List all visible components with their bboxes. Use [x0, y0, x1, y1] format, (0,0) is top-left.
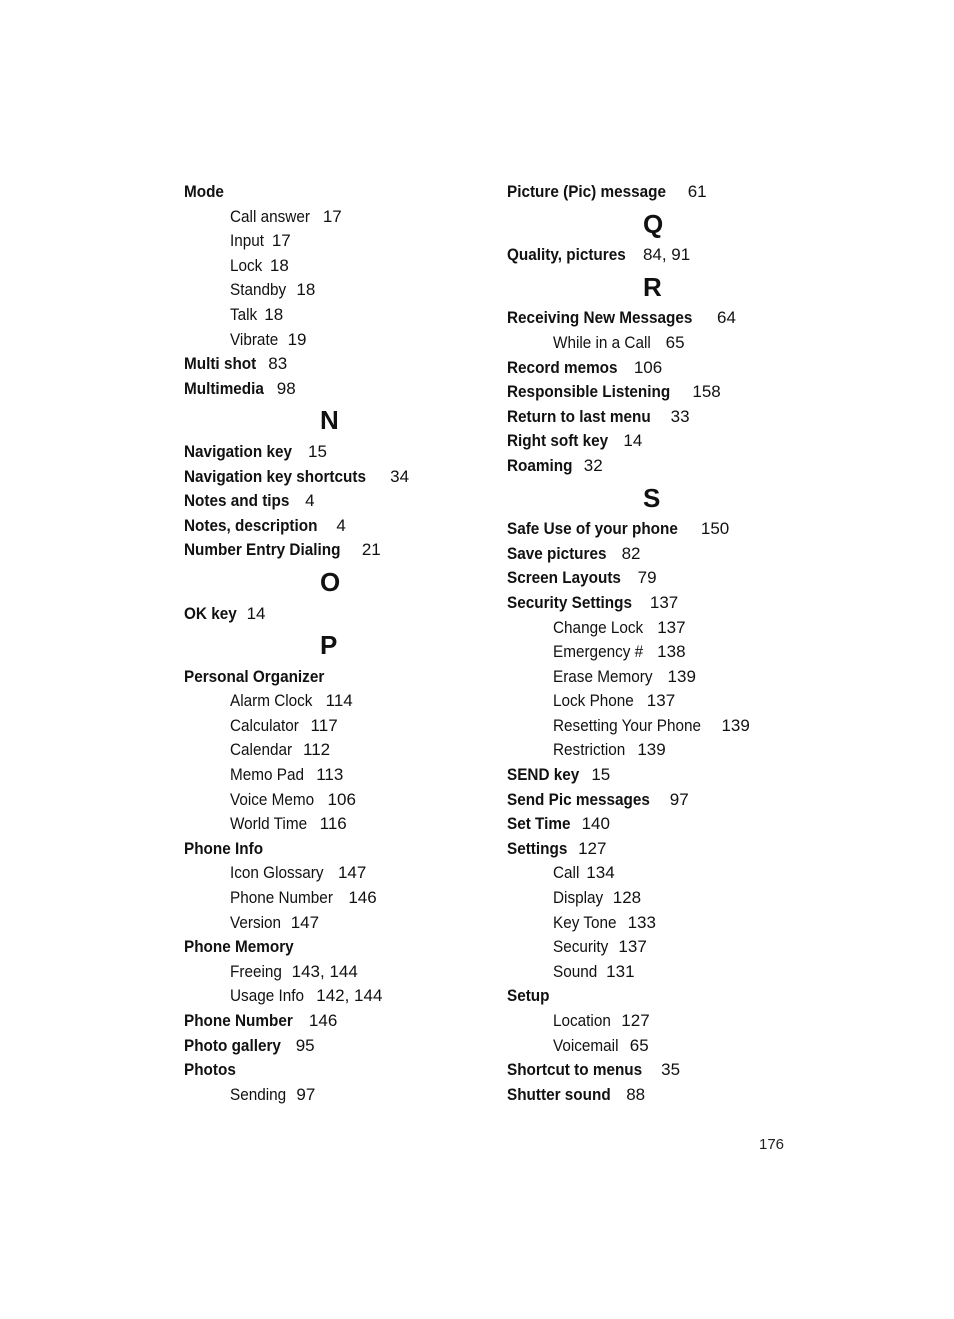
index-subentry	[507, 689, 807, 714]
index-entry	[184, 465, 484, 490]
index-page-ref: 97	[669, 789, 689, 809]
index-term: Memo Pad	[230, 765, 304, 785]
index-term: Phone Memory	[184, 937, 294, 957]
index-page-ref: 65	[665, 332, 685, 352]
index-page-ref: 117	[310, 715, 338, 735]
index-page-ref: 18	[264, 304, 284, 324]
index-page-ref: 106	[327, 789, 356, 809]
index-term: Voice Memo	[230, 789, 315, 809]
index-page-ref: 150	[700, 519, 730, 539]
index-subentry	[507, 665, 807, 690]
index-term: Voicemail	[553, 1035, 619, 1055]
index-entry	[184, 1058, 484, 1083]
index-page-ref: 84, 91	[642, 245, 691, 265]
index-subentry	[184, 714, 484, 739]
index-page-ref: 127	[578, 838, 607, 858]
index-page-ref: 64	[716, 308, 736, 328]
index-page-ref: 137	[646, 691, 676, 711]
index-term: Responsible Listening	[507, 382, 671, 402]
index-term: Navigation key	[184, 441, 292, 461]
index-section-letter: N	[320, 405, 339, 436]
index-subentry	[184, 1083, 484, 1108]
index-term: Send Pic messages	[507, 789, 650, 809]
index-term: Input	[230, 231, 265, 251]
index-term: Photo gallery	[184, 1035, 281, 1055]
index-section-letter: Q	[643, 208, 664, 239]
index-page-ref: 158	[692, 382, 721, 402]
index-subentry	[184, 960, 484, 985]
index-entry	[507, 454, 807, 479]
index-term: Freeing	[230, 961, 282, 981]
index-page-ref: 131	[606, 961, 635, 981]
index-page-ref: 146	[348, 888, 377, 908]
index-term: Notes and tips	[184, 491, 290, 511]
index-term: Security	[553, 937, 609, 957]
index-subentry	[507, 616, 807, 641]
page-number: 176	[759, 1136, 785, 1153]
index-page-ref: 88	[626, 1084, 646, 1104]
index-term: Record memos	[507, 357, 618, 377]
index-page-ref: 33	[670, 406, 690, 426]
index-subentry	[507, 738, 807, 763]
index-subentry	[507, 911, 807, 936]
index-term: Talk	[230, 304, 258, 324]
index-subentry	[507, 1034, 807, 1059]
index-term: Calculator	[230, 715, 299, 735]
index-entry	[184, 514, 484, 539]
index-section-letter: P	[320, 630, 338, 661]
index-page-ref: 142, 144	[316, 986, 383, 1006]
index-entry	[184, 538, 484, 563]
index-page-ref: 116	[319, 814, 347, 834]
index-page-ref: 137	[649, 592, 679, 612]
index-term: Vibrate	[230, 329, 279, 349]
index-term: Resetting Your Phone	[553, 715, 702, 735]
index-page-ref: 95	[295, 1035, 315, 1055]
index-entry	[184, 665, 484, 690]
index-page-ref: 143, 144	[291, 961, 358, 981]
index-term: Mode	[184, 182, 224, 201]
index-page-ref: 98	[276, 378, 296, 398]
index-subentry	[184, 205, 484, 230]
index-page-ref: 128	[612, 888, 642, 908]
index-term: Notes, description	[184, 515, 318, 535]
index-term: Receiving New Messages	[507, 308, 693, 328]
index-subentry	[184, 254, 484, 279]
index-entry	[507, 180, 807, 205]
index-page-ref: 17	[271, 231, 291, 251]
index-page-ref: 137	[618, 937, 647, 957]
index-entry	[507, 763, 807, 788]
index-page-ref: 114	[325, 691, 353, 711]
index-term: Photos	[184, 1060, 236, 1080]
index-subentry	[184, 812, 484, 837]
index-page-ref: 15	[591, 765, 611, 785]
index-page-ref: 147	[290, 912, 320, 932]
index-term: Lock Phone	[553, 691, 634, 711]
index-term: OK key	[184, 603, 237, 623]
index-section-letter: S	[643, 482, 661, 513]
index-entry	[184, 180, 484, 205]
index-term: Set Time	[507, 814, 571, 834]
index-subentry	[507, 861, 807, 886]
index-term: Setup	[507, 986, 550, 1006]
index-term: Phone Info	[184, 838, 264, 858]
index-subentry	[184, 689, 484, 714]
index-entry	[507, 517, 807, 542]
index-subentry	[184, 328, 484, 353]
index-entry	[507, 1058, 807, 1083]
index-page-ref: 18	[269, 255, 289, 275]
index-page-ref: 133	[627, 912, 656, 932]
index-term: Call answer	[230, 206, 310, 226]
index-page-ref: 140	[581, 814, 610, 834]
index-term: Settings	[507, 838, 568, 858]
index-term: Personal Organizer	[184, 666, 325, 686]
index-page-ref: 34	[390, 466, 410, 486]
index-subentry	[184, 984, 484, 1009]
index-page-ref: 97	[296, 1084, 316, 1104]
index-subentry	[184, 763, 484, 788]
index-term: Lock	[230, 255, 263, 275]
index-subentry	[507, 1009, 807, 1034]
index-subentry	[507, 331, 807, 356]
index-entry	[507, 1083, 807, 1108]
index-term: Save pictures	[507, 543, 607, 563]
index-page-ref: 112	[303, 740, 331, 760]
index-term: Calendar	[230, 740, 293, 760]
index-page-ref: 137	[657, 617, 686, 637]
index-page-ref: 19	[287, 329, 307, 349]
index-term: Sound	[553, 961, 598, 981]
index-term: Restriction	[553, 740, 626, 760]
index-page-ref: 14	[246, 603, 266, 623]
index-subentry	[507, 935, 807, 960]
index-page-ref: 139	[637, 740, 666, 760]
index-term: Multimedia	[184, 378, 264, 398]
index-entry	[184, 352, 484, 377]
index-entry	[507, 429, 807, 454]
index-term: Number Entry Dialing	[184, 540, 341, 560]
index-entry	[507, 306, 807, 331]
index-term: Right soft key	[507, 431, 609, 451]
index-entry	[184, 377, 484, 402]
index-term: SEND key	[507, 765, 580, 785]
index-term: Change Lock	[553, 617, 644, 637]
index-page-ref: 15	[308, 441, 327, 461]
index-entry	[507, 591, 807, 616]
index-page-ref: 21	[361, 540, 381, 560]
index-term: Quality, pictures	[507, 245, 626, 265]
index-term: Security Settings	[507, 592, 632, 612]
index-term: Key Tone	[553, 912, 617, 932]
index-term: Call	[553, 863, 580, 883]
index-section-letter: R	[643, 271, 662, 302]
index-term: While in a Call	[553, 332, 651, 352]
index-page-ref: 79	[637, 568, 657, 588]
index-entry	[507, 788, 807, 813]
index-term: Return to last menu	[507, 406, 651, 426]
index-column-left	[184, 180, 484, 1107]
index-page-ref: 17	[322, 206, 342, 226]
index-term: Alarm Clock	[230, 691, 313, 711]
index-term: Display	[553, 888, 604, 908]
index-term: Phone Number	[230, 888, 333, 908]
index-page-ref: 106	[633, 357, 663, 377]
index-page-ref: 146	[308, 1011, 338, 1030]
index-term: Picture (Pic) message	[507, 182, 667, 201]
index-entry	[507, 984, 807, 1009]
index-page-ref: 83	[268, 354, 288, 374]
index-term: Multi shot	[184, 354, 257, 374]
index-entry	[507, 356, 807, 381]
index-page-ref: 4	[305, 491, 315, 511]
index-entry	[184, 1034, 484, 1059]
index-page-ref: 18	[296, 280, 316, 300]
index-term: Shutter sound	[507, 1084, 611, 1104]
index-entry	[184, 1009, 484, 1034]
index-entry	[507, 380, 807, 405]
index-page-ref: 14	[623, 431, 643, 451]
index-term: Usage Info	[230, 986, 305, 1006]
index-page-ref: 82	[621, 543, 641, 563]
index-term: Location	[553, 1011, 611, 1030]
index-term: Navigation key shortcuts	[184, 466, 366, 486]
index-section-letter: O	[320, 566, 341, 597]
index-term: Screen Layouts	[507, 568, 621, 588]
index-entry	[507, 243, 807, 268]
index-page-ref: 138	[657, 642, 686, 662]
index-page-ref: 61	[687, 182, 707, 201]
index-entry	[507, 837, 807, 862]
index-page-ref: 127	[621, 1011, 650, 1030]
index-page-ref: 35	[661, 1060, 681, 1080]
index-subentry	[507, 640, 807, 665]
index-term: Phone Number	[184, 1011, 293, 1030]
index-term: Icon Glossary	[230, 863, 324, 883]
index-page-ref: 139	[721, 715, 750, 735]
index-term: Sending	[230, 1084, 287, 1104]
index-page-ref: 65	[629, 1035, 649, 1055]
index-entry	[507, 542, 807, 567]
index-entry	[184, 489, 484, 514]
index-subentry	[507, 960, 807, 985]
index-entry	[184, 935, 484, 960]
index-page-ref: 134	[586, 863, 615, 883]
index-term: Version	[230, 912, 282, 932]
index-page-ref: 139	[667, 666, 696, 686]
index-term: Standby	[230, 280, 287, 300]
index-page-ref: 147	[337, 863, 367, 883]
index-term: Roaming	[507, 455, 573, 475]
index-entry	[184, 602, 484, 627]
index-entry	[184, 440, 484, 465]
index-subentry	[184, 886, 484, 911]
index-subentry	[184, 738, 484, 763]
index-entry	[184, 837, 484, 862]
index-subentry	[184, 788, 484, 813]
index-page-ref: 113	[316, 765, 344, 785]
index-term: Erase Memory	[553, 666, 653, 686]
index-entry	[507, 405, 807, 430]
index-subentry	[184, 278, 484, 303]
index-subentry	[184, 303, 484, 328]
index-subentry	[184, 911, 484, 936]
index-term: Emergency #	[553, 642, 644, 662]
index-term: Safe Use of your phone	[507, 519, 678, 539]
index-subentry	[184, 229, 484, 254]
index-entry	[507, 566, 807, 591]
index-subentry	[184, 861, 484, 886]
index-page-ref: 32	[583, 455, 603, 475]
index-subentry	[507, 886, 807, 911]
index-subentry	[507, 714, 807, 739]
index-term: Shortcut to menus	[507, 1060, 643, 1080]
index-entry	[507, 812, 807, 837]
index-column-right	[507, 180, 807, 1107]
index-page-ref: 4	[336, 515, 346, 535]
index-term: World Time	[230, 814, 308, 834]
